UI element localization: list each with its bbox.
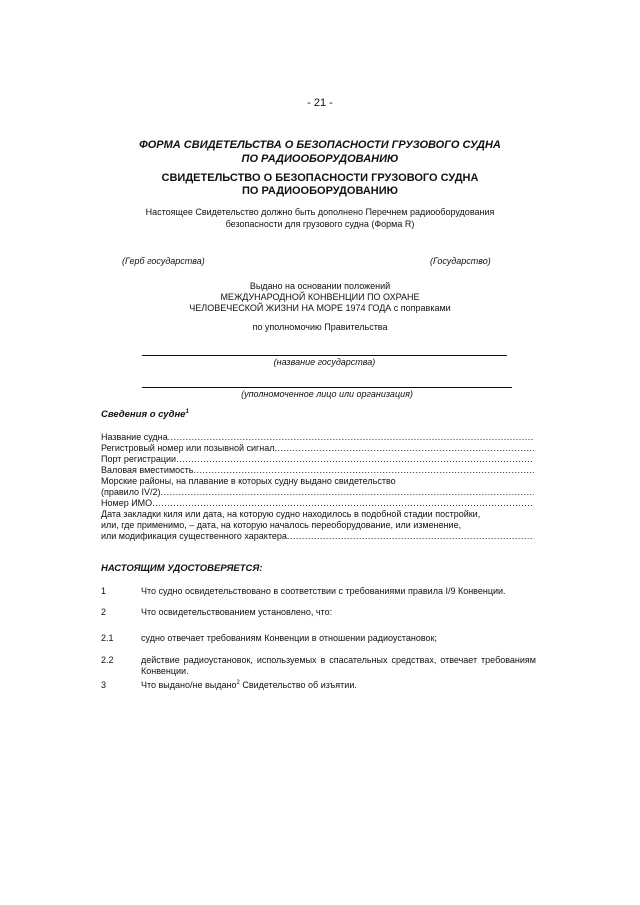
issued-line2: МЕЖДУНАРОДНОЙ КОНВЕНЦИИ ПО ОХРАНЕ xyxy=(220,292,420,302)
item-footnote-mark: 2 xyxy=(236,680,240,686)
field-label: Номер ИМО xyxy=(101,498,153,508)
field-sea-areas-line1: Морские районы, на плавание в которых судну выдано свидетельство xyxy=(101,476,396,486)
authorized-caption: (уполномоченное лицо или организация) xyxy=(241,389,413,399)
field-keel-date xyxy=(101,531,534,542)
fill-dots xyxy=(275,443,534,454)
field-label: или модификация существенного характера xyxy=(101,531,287,541)
form-title-line1: ФОРМА СВИДЕТЕЛЬСТВА О БЕЗОПАСНОСТИ ГРУЗОВОГО СУДНА xyxy=(139,139,501,151)
item-number: 2.1 xyxy=(101,633,114,643)
item-text-before: Что выдано/не выдано xyxy=(141,680,237,690)
field-label: (правило IV/2) xyxy=(101,487,161,497)
intro-line1: Настоящее Свидетельство должно быть дополнено Перечнем радиооборудования xyxy=(145,207,495,217)
certify-item-2-2 xyxy=(101,655,536,677)
item-number: 2 xyxy=(101,607,107,617)
authority-text: по уполномочию Правительства xyxy=(252,322,388,332)
field-label: Порт регистрации xyxy=(101,454,177,464)
certify-item-1 xyxy=(101,586,536,597)
item-number: 1 xyxy=(101,586,107,596)
certify-heading: НАСТОЯЩИМ УДОСТОВЕРЯЕТСЯ: xyxy=(101,563,263,574)
issued-line1: Выдано на основании положений xyxy=(249,281,391,291)
field-label: Валовая вместимость xyxy=(101,465,194,475)
fill-dots xyxy=(176,454,534,465)
certificate-title-line2: ПО РАДИООБОРУДОВАНИЮ xyxy=(242,185,398,197)
fill-dots xyxy=(152,498,534,509)
intro-note xyxy=(100,206,540,230)
certificate-title-line1: СВИДЕТЕЛЬСТВО О БЕЗОПАСНОСТИ ГРУЗОВОГО СУДНА xyxy=(161,172,479,184)
item-text: Что судно освидетельствовано в соответствии с требованиями правила I/9 Конвенции. xyxy=(141,586,506,596)
issued-under-block xyxy=(150,281,490,314)
fill-dots xyxy=(161,487,534,498)
form-title-line2: ПО РАДИООБОРУДОВАНИЮ xyxy=(241,153,399,165)
field-label: Регистровый номер или позывной сигнал xyxy=(101,443,275,453)
state-name-caption: (название государства) xyxy=(273,357,376,367)
certify-item-2 xyxy=(101,607,536,618)
ship-info-heading xyxy=(101,409,189,420)
item-text: судно отвечает требованиям Конвенции в отношении радиоустановок; xyxy=(141,633,437,643)
field-label: Название судна xyxy=(101,432,168,442)
ship-info-heading-text: Сведения о судне xyxy=(101,409,186,420)
authorized-line xyxy=(142,387,512,388)
issued-line3-caps: ЧЕЛОВЕЧЕСКОЙ ЖИЗНИ НА МОРЕ 1974 ГОДА xyxy=(189,303,392,313)
item-text: действие радиоустановок, используемых в спасательных средствах, отвечает требованиям Конвенции. xyxy=(141,655,536,676)
field-keel-line2: или, где применимо, – дата, на которую началось переоборудование, или изменение, xyxy=(101,520,462,530)
issued-line3 xyxy=(150,303,490,314)
certify-item-2-1 xyxy=(101,633,536,644)
issued-line3-tail: с поправками xyxy=(391,303,451,313)
field-ship-name xyxy=(101,432,534,443)
certificate-title xyxy=(120,172,520,198)
fill-dots xyxy=(168,432,534,443)
intro-line2: безопасности для грузового судна (Форма R) xyxy=(225,219,415,229)
coat-of-arms-placeholder: (Герб государства) xyxy=(122,256,205,266)
field-port xyxy=(101,454,534,465)
field-tonnage xyxy=(101,465,534,476)
item-number: 3 xyxy=(101,680,107,690)
fill-dots xyxy=(193,465,534,476)
field-keel-line1: Дата закладки киля или дата, на которую судно находилось в подобной стадии постройки, xyxy=(101,509,481,519)
item-text xyxy=(141,680,536,691)
form-title xyxy=(120,138,520,166)
state-placeholder: (Государство) xyxy=(430,256,491,266)
item-text-after: Свидетельство об изъятии. xyxy=(239,680,357,690)
item-text: Что освидетельствованием установлено, что: xyxy=(141,607,333,617)
state-name-line xyxy=(142,355,507,356)
certify-item-3 xyxy=(101,680,536,691)
fill-dots xyxy=(287,531,534,542)
ship-info-footnote-mark: 1 xyxy=(185,408,189,415)
ship-fields xyxy=(101,432,534,542)
item-number: 2.2 xyxy=(101,655,114,665)
page-number: - 21 - xyxy=(307,97,333,109)
field-imo xyxy=(101,498,534,509)
field-sea-areas xyxy=(101,487,534,498)
field-reg-number xyxy=(101,443,534,454)
